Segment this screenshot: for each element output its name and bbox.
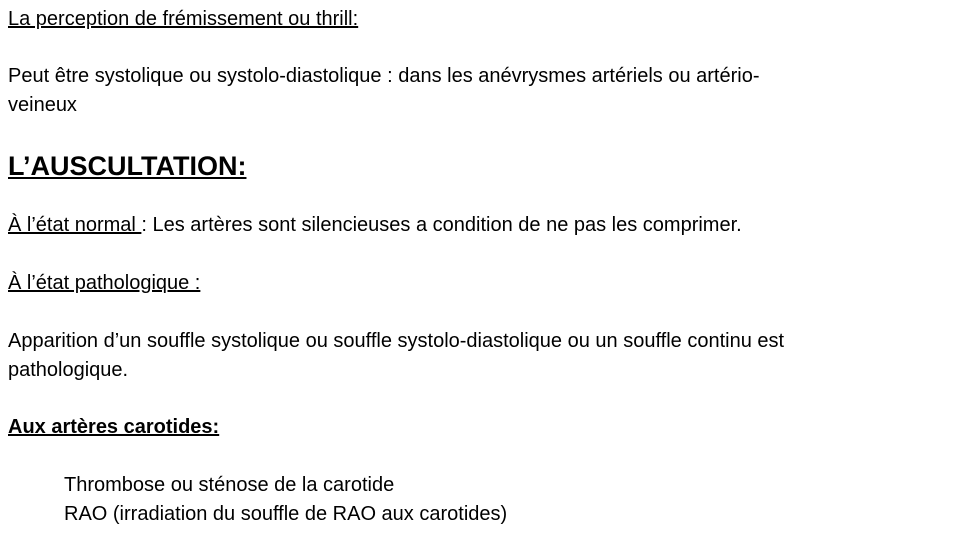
carotids-title: Aux artères carotides: (8, 416, 220, 438)
thrill-description-line1: Peut être systolique ou systolo-diastolique : dans les anévrysmes artériels ou artério- (8, 65, 760, 87)
normal-state-paragraph (8, 211, 742, 240)
carotids-item: Thrombose ou sténose de la carotide (64, 474, 395, 496)
pathologic-description-line1: Apparition d’un souffle systolique ou souffle systolo-diastolique ou un souffle continu est (8, 330, 785, 352)
section-title-thrill: La perception de frémissement ou thrill: (8, 8, 359, 30)
thrill-description-line2: veineux (8, 94, 77, 116)
carotids-item: RAO (irradiation du souffle de RAO aux carotides) (64, 503, 508, 525)
pathologic-state-label: À l’état pathologique : (8, 272, 201, 294)
normal-state-text: : Les artères sont silencieuses a condition de ne pas les comprimer. (141, 214, 742, 236)
pathologic-description-line2: pathologique. (8, 359, 129, 381)
auscultation-heading: L’AUSCULTATION: (8, 151, 247, 181)
normal-state-label: À l’état normal (8, 214, 142, 236)
